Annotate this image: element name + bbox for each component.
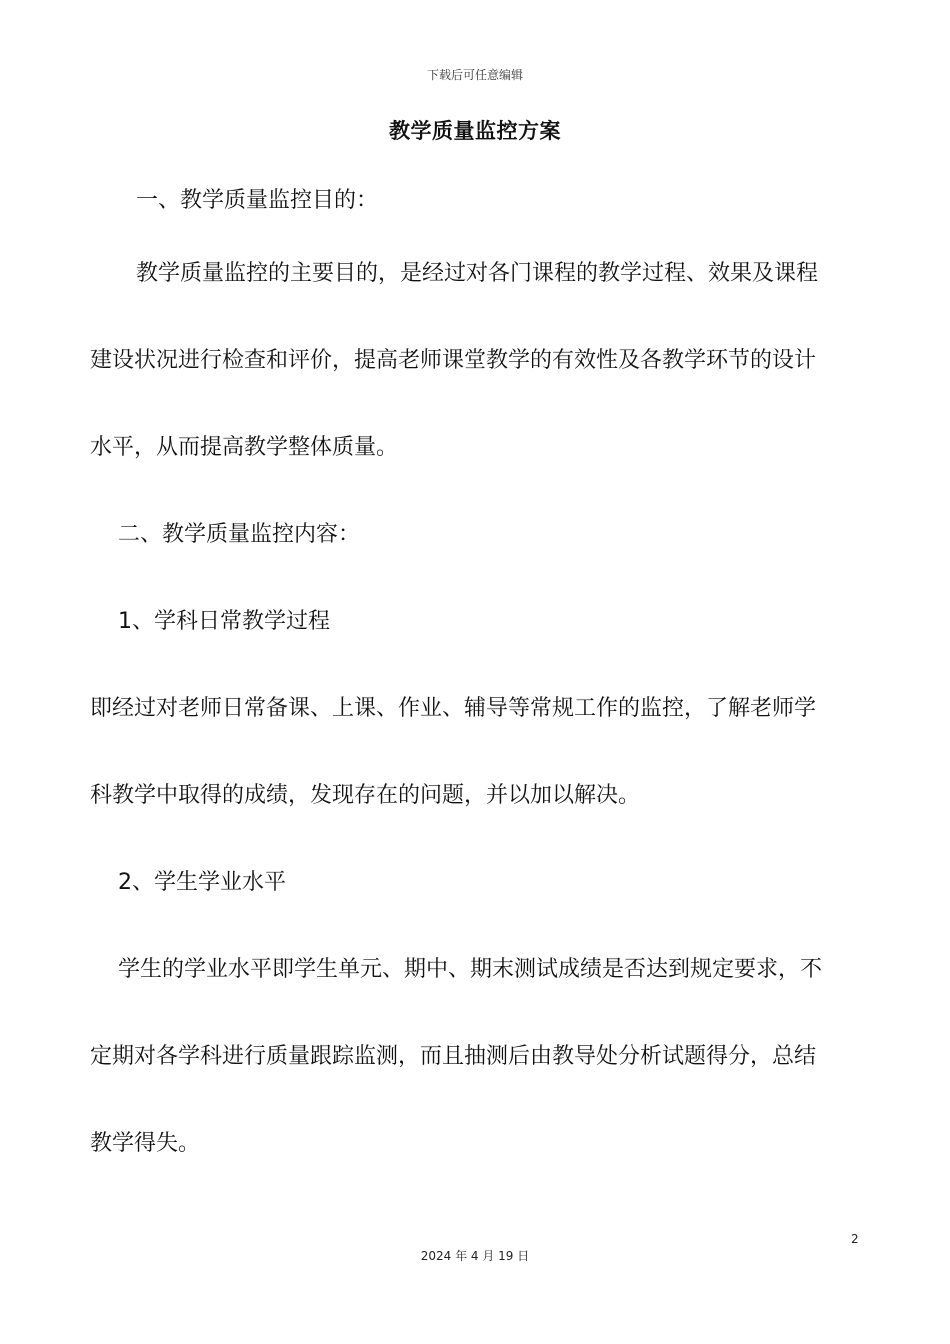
section-heading-1: 一、教学质量监控目的： [136,188,379,213]
paragraph-line: 教学质量监控的主要目的，是经过对各门课程的教学过程、效果及课程 [136,261,819,286]
page-number: 2 [851,1232,859,1246]
paragraph-line: 教学得失。 [90,1131,201,1156]
subsection-heading-1: 1、学科日常教学过程 [118,609,330,634]
paragraph-line: 即经过对老师日常备课、上课、作业、辅导等常规工作的监控，了解老师学 [90,696,817,721]
subsection-heading-2: 2、学生学业水平 [118,870,286,895]
paragraph-line: 建设状况进行检查和评价，提高老师课堂教学的有效性及各教学环节的设计 [90,348,817,373]
paragraph-line: 科教学中取得的成绩，发现存在的问题，并以加以解决。 [90,783,641,808]
document-title: 教学质量监控方案 [389,119,561,143]
paragraph-line: 学生的学业水平即学生单元、期中、期末测试成绩是否达到规定要求，不 [118,957,823,982]
page-header: 下载后可任意编辑 [426,68,523,82]
footer-date: 2024 年 4 月 19 日 [420,1249,530,1263]
paragraph-line: 水平，从而提高教学整体质量。 [90,435,399,460]
paragraph-line: 定期对各学科进行质量跟踪监测，而且抽测后由教导处分析试题得分，总结 [90,1044,817,1069]
section-heading-2: 二、教学质量监控内容： [118,522,361,547]
